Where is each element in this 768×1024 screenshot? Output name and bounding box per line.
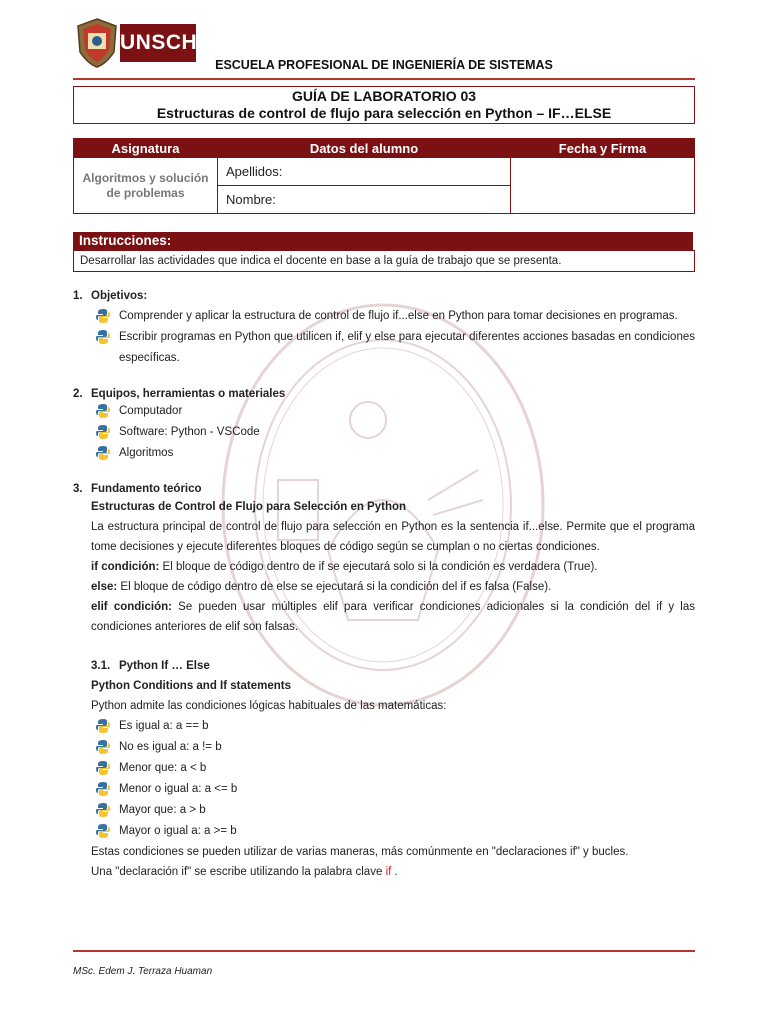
header-rule [73,78,695,80]
list-item: Mayor o igual a: a >= b [73,821,695,842]
list-item: Computador [73,401,695,422]
guide-content [73,290,695,882]
list-item: Escribir programas en Python que utilicen if, elif y else para ejecutar diferentes acciones basadas en condiciones específicas. [73,327,695,369]
python-bullet-icon [96,446,110,460]
surname-field[interactable]: Apellidos: [218,158,511,186]
conditions-usage: Estas condiciones se pueden utilizar de varias maneras, más comúnmente en "declaraciones if" y bucles. [91,846,629,858]
title-box [73,86,695,124]
python-bullet-icon [96,309,110,323]
guide-title: GUÍA DE LABORATORIO 03 [291,88,477,104]
footer-rule [73,950,695,952]
date-signature-field[interactable] [511,158,695,214]
name-field[interactable]: Nombre: [218,186,511,214]
python-bullet-icon [96,803,110,817]
python-bullet-icon [96,404,110,418]
list-item: Menor que: a < b [73,758,695,779]
instructions-heading: Instrucciones: [73,232,693,250]
theory-subtitle: Estructuras de Control de Flujo para Selección en Python [91,501,407,513]
section-objectives-heading: 1. Objetivos: [73,290,148,302]
footer-author: MSc. Edem J. Terraza Huaman [73,966,213,977]
if-definition: if condición: El bloque de código dentro de if se ejecutará solo si la condición es verdadera (True). [91,561,598,573]
school-name: ESCUELA PROFESIONAL DE INGENIERÍA DE SISTEMAS [215,58,553,72]
subject-cell: Algoritmos y solución de problemas [74,158,218,214]
instructions-text: Desarrollar las actividades que indica el docente en base a la guía de trabajo que se presenta. [73,250,695,272]
list-item: Mayor que: a > b [73,800,695,821]
section-equipment-heading: 2. Equipos, herramientas o materiales [73,388,286,400]
list-item: Software: Python - VSCode [73,422,695,443]
subsection-subtitle: Python Conditions and If statements [91,680,291,692]
col-student-header: Datos del alumno [218,139,511,158]
list-item: Algoritmos [73,443,695,464]
guide-subtitle: Estructuras de control de flujo para selección en Python – IF…ELSE [156,105,612,121]
list-item: Comprender y aplicar la estructura de control de flujo if...else en Python para tomar decisiones en programas. [73,306,695,327]
student-info-table [73,138,695,214]
list-item: Es igual a: a == b [73,716,695,737]
subsection-heading: 3.1. Python If … Else [91,660,210,672]
if-keyword: if [385,866,392,878]
else-definition: else: El bloque de código dentro de else se ejecutará si la condición del if es falsa (False). [91,581,552,593]
col-date-header: Fecha y Firma [511,139,695,158]
python-bullet-icon [96,425,110,439]
list-item: Menor o igual a: a <= b [73,779,695,800]
python-bullet-icon [96,330,110,344]
python-bullet-icon [96,761,110,775]
conditions-intro: Python admite las condiciones lógicas habituales de las matemáticas: [91,700,447,712]
unsch-logo: UNSCH [120,24,196,62]
elif-definition: elif condición: Se pueden usar múltiples elif para verificar condiciones adicionales si la condición del if y las condiciones anteriores de elif son falsas. [91,601,695,633]
python-bullet-icon [96,719,110,733]
list-item: No es igual a: a != b [73,737,695,758]
python-bullet-icon [96,740,110,754]
section-theory-heading: 3. Fundamento teórico [73,483,202,495]
theory-intro: La estructura principal de control de flujo para selección en Python es la sentencia if...else. Permite que el programa tome decisiones y ejecute diferentes bloques de código según se cumplan o no ciertas condiciones. [91,521,695,553]
col-subject-header: Asignatura [74,139,218,158]
if-keyword-note: Una "declaración if" se escribe utilizando la palabra clave if . [91,866,398,878]
python-bullet-icon [96,824,110,838]
python-bullet-icon [96,782,110,796]
